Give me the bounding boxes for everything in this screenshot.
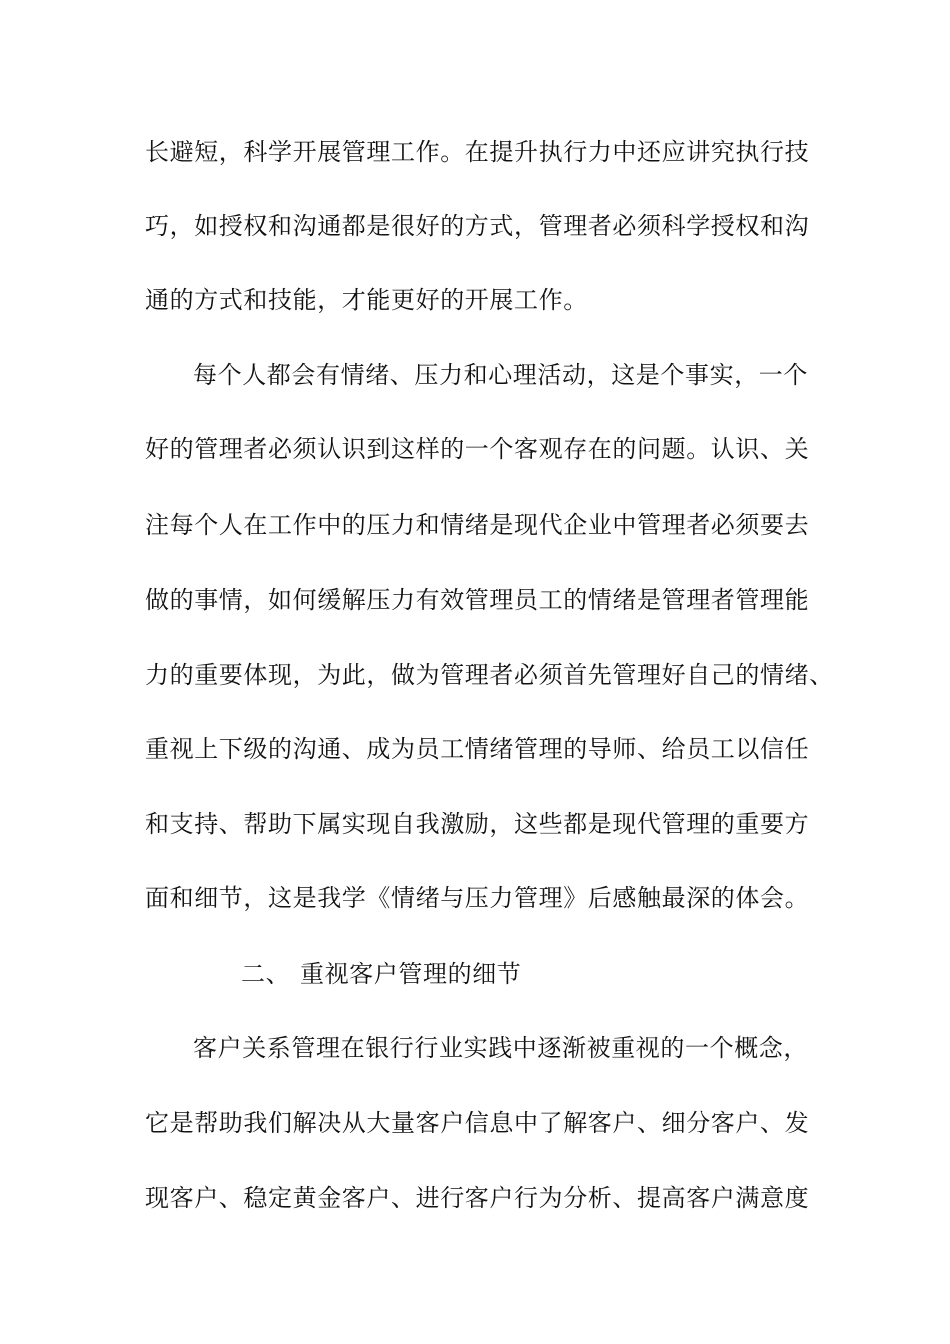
text-line: 面和细节，这是我学《情绪与压力管理》后感触最深的体会。 bbox=[145, 884, 810, 912]
text-line: 好的管理者必须认识到这样的一个客观存在的问题。认识、关 bbox=[145, 435, 810, 463]
text-line: 客户关系管理在银行行业实践中逐渐被重视的一个概念， bbox=[193, 1034, 808, 1062]
text-line: 它是帮助我们解决从大量客户信息中了解客户、细分客户、发 bbox=[145, 1109, 810, 1137]
text-line: 通的方式和技能，才能更好的开展工作。 bbox=[145, 286, 588, 314]
text-line: 现客户、稳定黄金客户、进行客户行为分析、提高客户满意度 bbox=[145, 1184, 810, 1212]
text-line: 巧，如授权和沟通都是很好的方式，管理者必须科学授权和沟 bbox=[145, 212, 810, 240]
text-line: 力的重要体现，为此，做为管理者必须首先管理好自己的情绪、 bbox=[145, 661, 834, 689]
text-line: 做的事情，如何缓解压力有效管理员工的情绪是管理者管理能 bbox=[145, 586, 810, 614]
text-line: 重视上下级的沟通、成为员工情绪管理的导师、给员工以信任 bbox=[145, 735, 810, 763]
text-line: 注每个人在工作中的压力和情绪是现代企业中管理者必须要去 bbox=[145, 511, 810, 539]
text-line: 每个人都会有情绪、压力和心理活动，这是个事实，一个 bbox=[193, 361, 808, 389]
section-heading-number: 二、 bbox=[241, 960, 291, 988]
text-line: 和支持、帮助下属实现自我激励，这些都是现代管理的重要方 bbox=[145, 810, 810, 838]
section-heading-title: 重视客户管理的细节 bbox=[300, 960, 522, 988]
text-line: 长避短，科学开展管理工作。在提升执行力中还应讲究执行技 bbox=[145, 138, 810, 166]
